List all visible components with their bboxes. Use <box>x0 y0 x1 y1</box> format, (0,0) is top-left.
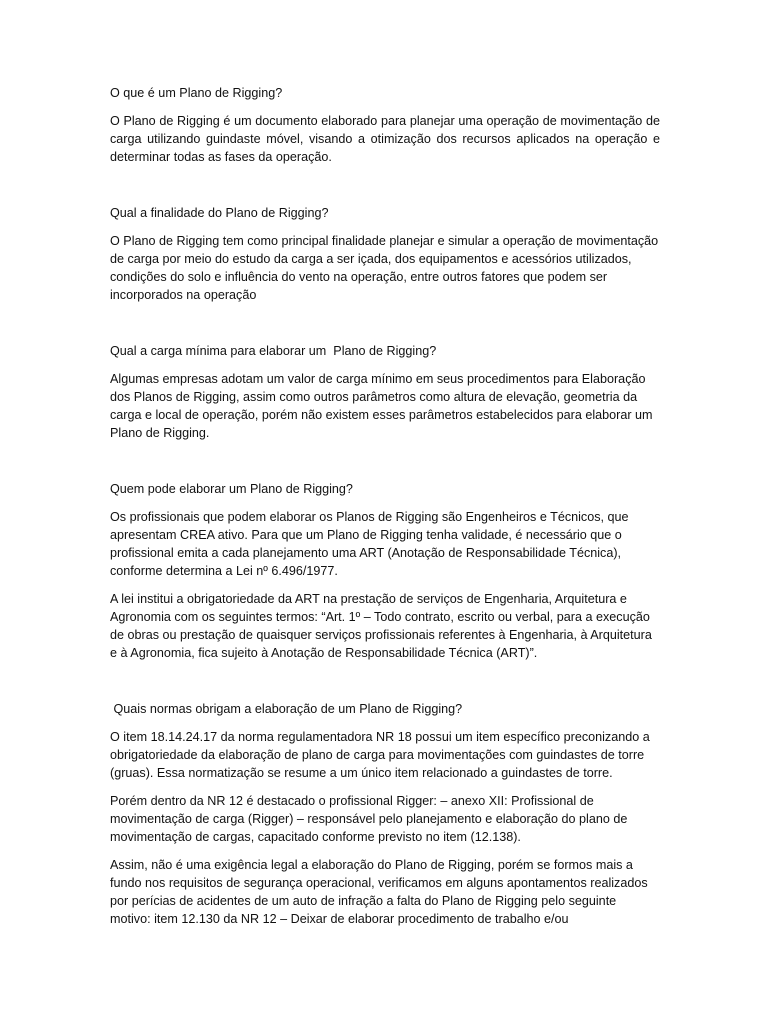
document-page <box>110 84 660 938</box>
section-paragraph: Assim, não é uma exigência legal a elaboração do Plano de Rigging, porém se formos mais a fundo nos requisitos de segurança operacional, verificamos em alguns apontamentos realizados por perícias de acidentes de um auto de infração a falta do Plano de Rigging pelo seguinte motivo: item 12.130 da NR 12 – Deixar de elaborar procedimento de trabalho e/ou <box>110 858 648 926</box>
section-paragraph: Os profissionais que podem elaborar os Planos de Rigging são Engenheiros e Técnicos, que apresentam CREA ativo. Para que um Plano de Rigging tenha validade, é necessário que o profissional emita a cada planejamento uma ART (Anotação de Responsabilidade Técnica), conforme determina a Lei nº 6.496/1977. <box>110 510 629 578</box>
section-what-is <box>110 84 660 166</box>
section-gap <box>110 176 660 204</box>
section-gap <box>110 452 660 480</box>
section-minimum-load <box>110 342 660 442</box>
section-gap <box>110 314 660 342</box>
section-who-can <box>110 480 660 662</box>
section-paragraph: Algumas empresas adotam um valor de carga mínimo em seus procedimentos para Elaboração dos Planos de Rigging, assim como outros parâmetros como altura de elevação, geometria da carga e local de operação, porém não existem esses parâmetros estabelecidos para elaborar um Plano de Rigging. <box>110 372 653 440</box>
section-gap <box>110 672 660 700</box>
section-heading: Qual a finalidade do Plano de Rigging? <box>110 206 329 220</box>
section-heading: Qual a carga mínima para elaborar um Plano de Rigging? <box>110 344 437 358</box>
section-purpose <box>110 204 660 304</box>
section-heading: O que é um Plano de Rigging? <box>110 86 283 100</box>
section-paragraph: A lei institui a obrigatoriedade da ART na prestação de serviços de Engenharia, Arquitetura e Agronomia com os seguintes termos: “Art. 1º – Todo contrato, escrito ou verbal, para a execução de obras ou prestação de quaisquer serviços profissionais referentes à Engenharia, à Arquitetura e à Agronomia, fica sujeito à Anotação de Responsabilidade Técnica (ART)”. <box>110 592 652 660</box>
section-paragraph: O Plano de Rigging é um documento elaborado para planejar uma operação de movimentação de carga utilizando guindaste móvel, visando a otimização dos recursos aplicados na operação e determinar todas as fases da operação. <box>110 114 660 164</box>
section-paragraph: O Plano de Rigging tem como principal finalidade planejar e simular a operação de movimentação de carga por meio do estudo da carga a ser içada, dos equipamentos e acessórios utilizados, condições do solo e influência do vento na operação, entre outros fatores que podem ser incorporados na operação <box>110 234 659 302</box>
section-paragraph: O item 18.14.24.17 da norma regulamentadora NR 18 possui um item específico preconizando a obrigatoriedade da elaboração de plano de carga para movimentações com guindastes de torre (gruas). Essa normatização se resume a um único item relacionado a guindastes de torre. <box>110 730 650 780</box>
section-paragraph: Porém dentro da NR 12 é destacado o profissional Rigger: – anexo XII: Profissional de movimentação de carga (Rigger) – responsável pelo planejamento e elaboração do plano de movimentação de cargas, capacitado conforme previsto no item (12.138). <box>110 794 628 844</box>
section-norms <box>110 700 660 928</box>
section-heading: Quem pode elaborar um Plano de Rigging? <box>110 482 353 496</box>
section-heading: Quais normas obrigam a elaboração de um Plano de Rigging? <box>110 702 463 716</box>
